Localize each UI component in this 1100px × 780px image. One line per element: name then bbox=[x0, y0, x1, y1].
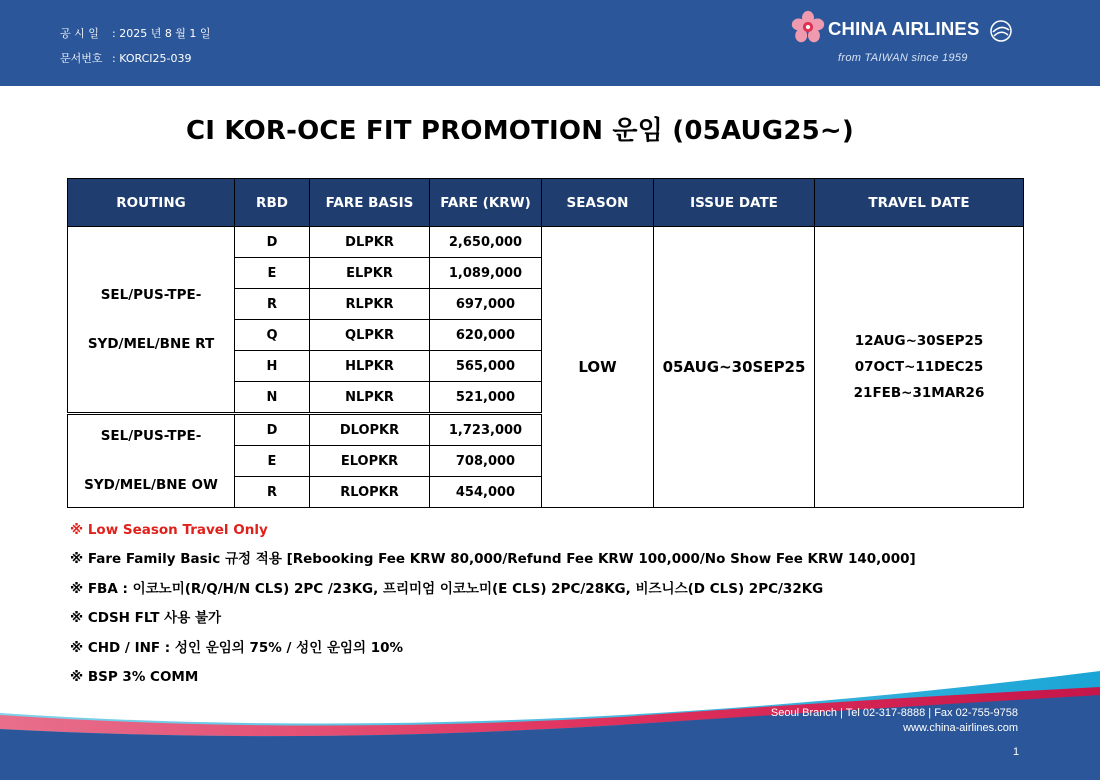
column-header: ROUTING bbox=[68, 179, 235, 227]
fare-basis-cell: NLPKR bbox=[310, 382, 430, 414]
document-number-label: 문서번호 bbox=[60, 52, 103, 65]
document-number-value: : KORCI25-039 bbox=[112, 52, 192, 65]
routing-cell-ow bbox=[68, 414, 235, 508]
fare-basis-cell: DLOPKR bbox=[310, 414, 430, 446]
rbd-cell: R bbox=[235, 289, 310, 320]
travel-date-line: 07OCT~11DEC25 bbox=[854, 359, 984, 375]
fare-basis-cell: DLPKR bbox=[310, 227, 430, 258]
fare-cell: 565,000 bbox=[430, 351, 542, 382]
column-header: ISSUE DATE bbox=[654, 179, 815, 227]
column-header: RBD bbox=[235, 179, 310, 227]
note-fare-family: ※ Fare Family Basic 규정 적용 [Rebooking Fee KRW 80,000/Refund Fee KRW 100,000/No Show Fee KRW 140,000] bbox=[70, 551, 916, 568]
page-title: CI KOR-OCE FIT PROMOTION 운임 (05AUG25~) bbox=[186, 116, 854, 146]
note-child-infant: ※ CHD / INF : 성인 운임의 75% / 성인 운임의 10% bbox=[70, 639, 404, 656]
fare-basis-cell: RLPKR bbox=[310, 289, 430, 320]
brand-tagline: from TAIWAN since 1959 bbox=[838, 52, 968, 64]
fare-cell: 697,000 bbox=[430, 289, 542, 320]
document-number bbox=[60, 50, 191, 66]
brand-name: CHINA AIRLINES bbox=[828, 18, 980, 39]
rbd-cell: N bbox=[235, 382, 310, 414]
routing-line: SEL/PUS-TPE- bbox=[100, 428, 202, 444]
fare-cell: 2,650,000 bbox=[430, 227, 542, 258]
announcement-date-value: : 2025 년 8 월 1 일 bbox=[112, 27, 211, 40]
rbd-cell: E bbox=[235, 446, 310, 477]
rbd-cell: Q bbox=[235, 320, 310, 351]
travel-date-line: 21FEB~31MAR26 bbox=[853, 385, 985, 401]
fare-cell: 1,089,000 bbox=[430, 258, 542, 289]
table-header-row bbox=[68, 179, 1024, 227]
website-link[interactable]: www.china-airlines.com bbox=[903, 722, 1018, 734]
routing-cell-rt bbox=[68, 227, 235, 414]
fare-basis-cell: RLOPKR bbox=[310, 477, 430, 508]
fare-basis-cell: ELOPKR bbox=[310, 446, 430, 477]
note-bsp-commission: ※ BSP 3% COMM bbox=[70, 668, 199, 685]
plum-blossom-icon bbox=[790, 10, 826, 44]
table-row bbox=[68, 227, 1024, 258]
page-number: 1 bbox=[1013, 746, 1020, 758]
fare-cell: 521,000 bbox=[430, 382, 542, 414]
rbd-cell: D bbox=[235, 414, 310, 446]
column-header: SEASON bbox=[542, 179, 654, 227]
skyteam-icon bbox=[988, 18, 1014, 44]
fare-basis-cell: ELPKR bbox=[310, 258, 430, 289]
travel-date-cell bbox=[815, 227, 1024, 508]
fare-cell: 454,000 bbox=[430, 477, 542, 508]
china-airlines-logo bbox=[790, 10, 1030, 70]
column-header: TRAVEL DATE bbox=[815, 179, 1024, 227]
season-cell: LOW bbox=[542, 227, 654, 508]
rbd-cell: R bbox=[235, 477, 310, 508]
issue-date-cell: 05AUG~30SEP25 bbox=[654, 227, 815, 508]
rbd-cell: H bbox=[235, 351, 310, 382]
rbd-cell: E bbox=[235, 258, 310, 289]
travel-date-line: 12AUG~30SEP25 bbox=[854, 333, 984, 349]
routing-line: SEL/PUS-TPE- bbox=[100, 286, 202, 303]
branch-contact: Seoul Branch | Tel 02-317-8888 | Fax 02-755-9758 bbox=[770, 707, 1018, 719]
fare-cell: 708,000 bbox=[430, 446, 542, 477]
column-header: FARE (KRW) bbox=[430, 179, 542, 227]
fare-cell: 620,000 bbox=[430, 320, 542, 351]
fare-cell: 1,723,000 bbox=[430, 414, 542, 446]
fare-basis-cell: QLPKR bbox=[310, 320, 430, 351]
note-low-season: ※ Low Season Travel Only bbox=[70, 522, 268, 538]
announcement-date bbox=[60, 25, 211, 41]
note-baggage-allowance: ※ FBA : 이코노미(R/Q/H/N CLS) 2PC /23KG, 프리미엄 이코노미(E CLS) 2PC/28KG, 비즈니스(D CLS) 2PC/32KG bbox=[70, 580, 824, 597]
routing-line: SYD/MEL/BNE OW bbox=[84, 477, 218, 493]
column-header: FARE BASIS bbox=[310, 179, 430, 227]
routing-line: SYD/MEL/BNE RT bbox=[87, 335, 215, 352]
note-cdsh-flight: ※ CDSH FLT 사용 불가 bbox=[70, 610, 222, 627]
fare-basis-cell: HLPKR bbox=[310, 351, 430, 382]
rbd-cell: D bbox=[235, 227, 310, 258]
announcement-date-label: 공 시 일 bbox=[60, 27, 99, 40]
fare-table bbox=[67, 178, 1024, 508]
